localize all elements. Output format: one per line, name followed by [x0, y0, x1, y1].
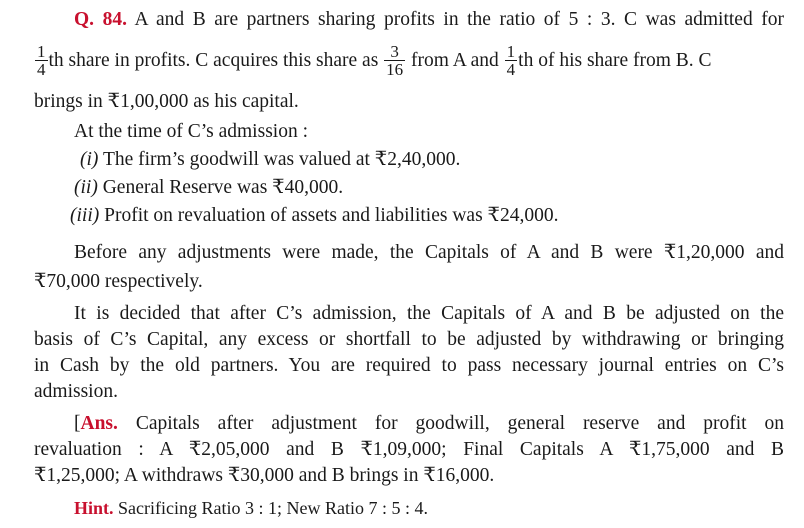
paragraph3-line-3 [34, 354, 784, 378]
fraction-denominator: 4 [506, 60, 516, 79]
question-number: Q. 84. [74, 9, 127, 30]
paragraph3-text-2: basis of C’s Capital, any excess or shortfall to be adjusted by withdrawing or bringing [34, 329, 784, 350]
paragraph3-text-1: It is decided that after C’s admission, the Capitals of A and B be adjusted on the [74, 303, 784, 324]
answer-text-1: Capitals after adjustment for goodwill, general reserve and profit on [135, 413, 784, 434]
admission-item-2 [74, 176, 784, 200]
paragraph2-line-2 [34, 270, 784, 294]
paragraph3-line-1 [74, 302, 784, 326]
fraction-denominator: 4 [37, 60, 46, 79]
item-marker: (i) [80, 149, 99, 170]
answer-line-3 [34, 464, 784, 488]
question-text-1: A and B are partners sharing profits in the ratio of 5 : 3. C was admitted for [134, 9, 785, 30]
question-line-3 [34, 90, 784, 114]
question-line-2 [34, 44, 784, 79]
admission-intro-text: At the time of C’s admission : [74, 121, 308, 142]
answer-open-bracket: [ [74, 413, 81, 434]
hint-line [74, 496, 784, 520]
admission-intro [74, 120, 784, 144]
hint-label: Hint. [74, 498, 114, 518]
answer-line-1 [74, 412, 784, 436]
item-text: Profit on revaluation of assets and liabilities was ₹24,000. [104, 205, 559, 226]
question-line-1 [74, 8, 784, 32]
fraction-one-fourth-b [505, 43, 518, 78]
fraction-numerator: 1 [506, 42, 516, 61]
question-text-2a: th share in profits. C acquires this share as [48, 49, 379, 71]
item-text: The firm’s goodwill was valued at ₹2,40,000. [102, 149, 461, 170]
paragraph3-text-4: admission. [34, 381, 118, 402]
admission-item-3 [70, 204, 784, 228]
admission-item-1 [80, 148, 784, 172]
question-text-3: brings in ₹1,00,000 as his capital. [34, 91, 299, 112]
answer-line-2 [34, 438, 784, 462]
answer-text-2: revaluation : A ₹2,05,000 and B ₹1,09,000; Final Capitals A ₹1,75,000 and B [34, 439, 784, 460]
paragraph3-line-4 [34, 380, 784, 404]
paragraph2-text-2: ₹70,000 respectively. [34, 271, 203, 292]
fraction-three-sixteenths [384, 43, 405, 78]
paragraph3-text-3: in Cash by the old partners. You are required to pass necessary journal entries on C’s [34, 355, 784, 376]
fraction-denominator: 16 [386, 60, 404, 79]
answer-text-3: ₹1,25,000; A withdraws ₹30,000 and B brings in ₹16,000. [34, 465, 495, 486]
fraction-numerator: 1 [37, 42, 46, 61]
item-marker: (iii) [70, 205, 100, 226]
question-text-2c: th of his share from B. C [518, 49, 712, 71]
question-text-2b: from A and [411, 49, 499, 71]
item-marker: (ii) [74, 177, 98, 198]
item-text: General Reserve was ₹40,000. [102, 177, 344, 198]
paragraph2-text-1: Before any adjustments were made, the Capitals of A and B were ₹1,20,000 and [74, 242, 784, 263]
answer-label: Ans. [80, 413, 118, 434]
hint-text: Sacrificing Ratio 3 : 1; New Ratio 7 : 5 : 4. [118, 498, 428, 518]
paragraph3-line-2 [34, 328, 784, 352]
fraction-one-fourth-a [35, 43, 48, 78]
fraction-numerator: 3 [384, 43, 405, 61]
paragraph2-line-1 [74, 241, 784, 265]
